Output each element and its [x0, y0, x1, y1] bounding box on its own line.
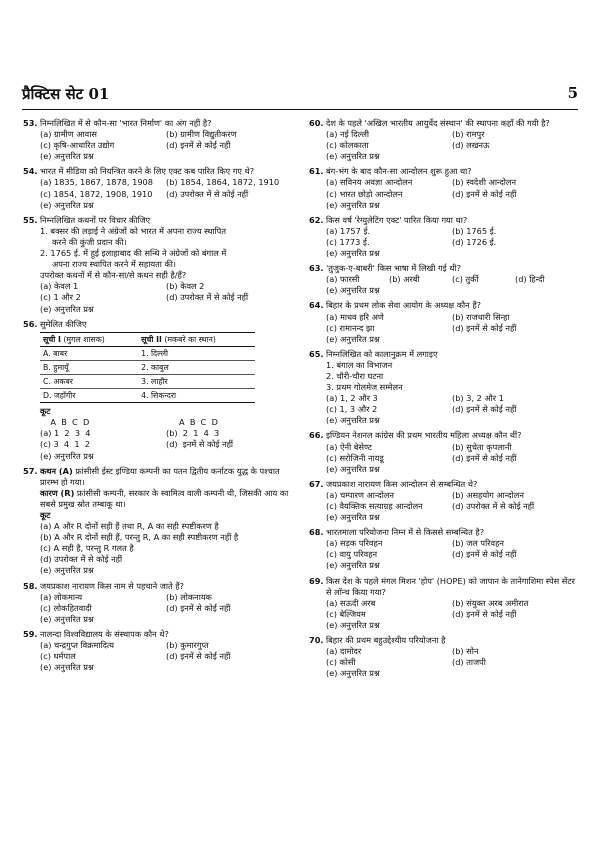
- option-e: (e) अनुत्तरित प्रश्न: [326, 199, 380, 210]
- page-title: प्रैक्टिस सेट 01: [22, 85, 110, 103]
- option-d: (d) लखनऊ: [452, 140, 490, 151]
- question-69: [308, 576, 578, 631]
- table-row: C. अकबर 3. लाहौर: [40, 374, 255, 388]
- option-a: (a) केवल 1: [40, 281, 79, 292]
- question-text: भारत में मीडिया को नियन्त्रित करने के लिए एक्ट कब पारित किए गए थे?: [40, 166, 255, 177]
- list-1-header: सूची I (मुगल शासक): [40, 332, 138, 346]
- question-number: 58.: [23, 580, 38, 591]
- option-c: (c) कोलकाता: [326, 140, 369, 151]
- option-c: (c) तुर्की: [452, 274, 479, 285]
- option-e: (e) अनुत्तरित प्रश्न: [326, 512, 380, 523]
- reason-label: कारण (R): [40, 487, 75, 498]
- option-b: (b) ग्रामीण विद्युतीकरण: [166, 129, 237, 140]
- option-d: (d) उपरोक्त में से कोई नहीं: [40, 554, 123, 565]
- option-a: (a) A और R दोनों सही हैं तथा R, A का सही स्पष्टीकरण है: [40, 521, 219, 532]
- option-e: (e) अनुत्तरित प्रश्न: [326, 463, 380, 474]
- option-c: (c) वायु परिवहन: [326, 549, 378, 560]
- assertion-label: कथन (A): [40, 465, 73, 476]
- option-a: (a) 1757 ई.: [326, 225, 371, 236]
- question-61: [308, 166, 578, 210]
- question-text: नालन्दा विश्वविद्यालय के संस्थापक कौन थे?: [40, 628, 169, 639]
- list-2-header: सूची II (मकबरे का स्थान): [138, 332, 255, 346]
- option-d: (d) उपरोक्त में से कोई नहीं: [452, 501, 535, 511]
- left-column: [22, 118, 292, 677]
- question-number: 63.: [309, 263, 324, 274]
- option-a: (a) दामोदर: [326, 646, 362, 657]
- option-d: (d) इनमें से कोई नहीं: [452, 549, 517, 560]
- option-c: (c) 1854, 1872, 1908, 1910: [40, 188, 153, 199]
- option-e: (e) अनुत्तरित प्रश्न: [40, 151, 94, 162]
- option-a: (a) ऐनी बेसेण्ट: [326, 441, 372, 452]
- table-row: D. जहाँगीर 4. सिकन्दरा: [40, 389, 255, 403]
- page-header: [22, 84, 578, 108]
- option-d: (d) इनमें से कोई नहीं: [166, 651, 231, 662]
- option-e: (e) अनुत्तरित प्रश्न: [40, 565, 94, 576]
- option-c: (c) 1773 ई.: [326, 236, 370, 247]
- question-64: [308, 300, 578, 344]
- option-d: (d) इनमें से कोई नहीं: [166, 602, 231, 613]
- option-d: (d) ताजपी: [452, 657, 486, 668]
- option-a: (a) फारसी: [326, 274, 360, 285]
- option-c: (c) लोकहितवादी: [40, 602, 92, 613]
- question-text: निम्नलिखित को कालानुक्रम में लगाइए: [326, 348, 438, 359]
- code-heading: कूट: [40, 510, 51, 520]
- table-row: A. बाबर 1. दिल्ली: [40, 346, 255, 360]
- option-c: (c) 1 और 2: [40, 292, 81, 303]
- option-d: (d) इनमें से कोई नहीं: [166, 140, 231, 151]
- option-e: (e) अनुत्तरित प्रश्न: [40, 303, 94, 314]
- option-c: (c) 3 4 1 2: [40, 439, 90, 450]
- question-55: [22, 215, 292, 315]
- option-b: (b) रामपुर: [452, 129, 485, 140]
- option-e: (e) अनुत्तरित प्रश्न: [326, 415, 380, 426]
- question-66: [308, 430, 578, 474]
- question-number: 54.: [23, 166, 38, 177]
- question-54: [22, 166, 292, 210]
- option-e: (e) अनुत्तरित प्रश्न: [326, 248, 380, 259]
- option-e: (e) अनुत्तरित प्रश्न: [40, 450, 94, 461]
- option-d: (d) उपरोक्त में से कोई नहीं: [166, 188, 249, 199]
- question-number: 61.: [309, 166, 324, 177]
- option-b: (b) 3, 2 और 1: [452, 393, 504, 404]
- option-d: (d) हिन्दी: [515, 274, 545, 285]
- option-d: (d) 1726 ई.: [452, 236, 497, 247]
- option-b: (b) असहयोग आन्दोलन: [452, 489, 524, 500]
- option-e: (e) अनुत्तरित प्रश्न: [326, 619, 380, 630]
- question-57: [22, 466, 292, 577]
- question-58: [22, 581, 292, 625]
- option-d: (d) इनमें से कोई नहीं: [166, 439, 234, 450]
- question-text: भारतमाला परियोजना निम्न में से किससे सम्बन्धित है?: [326, 527, 485, 538]
- option-b: (b) लोकनायक: [166, 591, 212, 602]
- question-53: [22, 118, 292, 162]
- option-b: (b) संयुक्त अरब अमीरात: [452, 597, 529, 608]
- question-60: [308, 118, 578, 162]
- option-c: (c) कोसी: [326, 657, 356, 668]
- option-d: (d) इनमें से कोई नहीं: [452, 608, 517, 619]
- option-a: (a) माधव हरि अणे: [326, 311, 384, 322]
- code-header-left: A B C D: [40, 417, 90, 428]
- question-ask: उपरोक्त कथनों में से कौन-सा/से कथन सही है/हैं?: [40, 270, 187, 281]
- option-d: (d) इनमें से कोई नहीं: [452, 322, 517, 333]
- question-65: [308, 349, 578, 427]
- question-number: 65.: [309, 348, 324, 359]
- question-number: 70.: [309, 635, 324, 646]
- option-a: (a) ग्रामीण आवास: [40, 129, 97, 140]
- code-heading: कूट: [40, 406, 51, 417]
- question-number: 62.: [309, 214, 324, 225]
- option-b: (b) 1854, 1864, 1872, 1910: [166, 177, 280, 188]
- option-a: (a) सविनय अवज्ञा आन्दोलन: [326, 177, 413, 188]
- question-text: बंग-भंग के बाद कौन-सा आन्दोलन शुरू हुआ था?: [326, 166, 472, 177]
- option-b: (b) स्वदेशी आन्दोलन: [452, 177, 517, 188]
- question-number: 53.: [23, 118, 38, 128]
- question-text: किस वर्ष 'रेग्युलेटिंग एक्ट' पारित किया गया था?: [326, 214, 468, 225]
- question-number: 66.: [309, 430, 324, 441]
- question-text: बिहार के प्रथम लोक सेवा आयोग के अध्यक्ष कौन हैं?: [326, 300, 482, 311]
- option-e: (e) अनुत्तरित प्रश्न: [40, 662, 94, 673]
- question-text: जयप्रकाश नारायण किस आन्दोलन से सम्बन्धित थे?: [326, 478, 478, 489]
- option-b: (b) 2 1 4 3: [166, 428, 220, 439]
- reason-text: फ्रांसीसी कम्पनी, सरकार के स्वामित्व वाली कम्पनी थी, जिसकी आय का सबसे प्रमुख स्रोत तम्बाकू था।: [40, 487, 289, 509]
- option-e: (e) अनुत्तरित प्रश्न: [40, 613, 94, 624]
- option-b: (b) अरबी: [389, 274, 420, 285]
- statement-1-cont: करने की कुंजी प्रदान की।: [52, 236, 127, 247]
- question-number: 55.: [23, 214, 38, 225]
- statement-1: 1. बक्सर की लड़ाई ने अंग्रेजों को भारत में अपना राज्य स्थापित: [40, 225, 226, 236]
- list-item: 2. चौरी-चौरा घटना: [326, 370, 384, 381]
- option-c: (c) भारत छोड़ो आन्दोलन: [326, 188, 403, 199]
- option-e: (e) अनुत्तरित प्रश्न: [326, 668, 380, 679]
- question-text: 'तुजुक-ए-बाबरी' किस भाषा में लिखी गई थी?: [326, 263, 461, 274]
- question-text: जयप्रकाश नारायण किस नाम से पहचाने जाते हैं?: [40, 580, 184, 591]
- option-a: (a) लोकमान्य: [40, 591, 83, 602]
- question-text: निम्नलिखित में से कौन-सा 'भारत निर्माण' का अंग नहीं है?: [40, 118, 212, 128]
- statement-2-cont: अपना राज्य स्थापित करने में सहायता की।: [52, 259, 177, 270]
- option-a: (a) 1, 2 और 3: [326, 393, 378, 404]
- option-a: (a) 1 2 3 4: [40, 428, 91, 439]
- option-b: (b) केवल 2: [166, 281, 205, 292]
- option-b: (b) A और R दोनों सही हैं, परन्तु R, A का सही स्पष्टीकरण नहीं है: [40, 532, 239, 543]
- question-68: [308, 527, 578, 571]
- question-70: [308, 635, 578, 679]
- statement-2: 2. 1765 ई. में हुई इलाहाबाद की सन्धि ने अंग्रेजों को बंगाल में: [40, 248, 227, 259]
- right-column: [308, 118, 578, 683]
- option-e: (e) अनुत्तरित प्रश्न: [326, 151, 380, 162]
- option-c: (c) रामानन्द झा: [326, 322, 375, 333]
- question-number: 57.: [23, 465, 38, 476]
- question-number: 69.: [309, 575, 324, 586]
- question-text: सुमेलित कीजिए: [40, 318, 87, 329]
- question-59: [22, 629, 292, 673]
- option-a: (a) नई दिल्ली: [326, 129, 370, 140]
- option-c: (c) कृषि-आधारित उद्योग: [40, 140, 115, 151]
- option-b: (b) 1765 ई.: [452, 225, 497, 236]
- question-text: देश के पहले 'अखिल भारतीय आयुर्वेद संस्थान' की स्थापना कहाँ की गयी है?: [326, 118, 550, 128]
- page-number: 5: [567, 84, 578, 102]
- option-a: (a) चन्द्रगुप्त विक्रमादित्य: [40, 640, 115, 651]
- option-e: (e) अनुत्तरित प्रश्न: [326, 285, 380, 296]
- option-b: (b) सुचेता कृपलानी: [452, 441, 512, 452]
- option-e: (e) अनुत्तरित प्रश्न: [40, 199, 94, 210]
- option-c: (c) 1, 3 और 2: [326, 404, 378, 415]
- question-number: 64.: [309, 300, 324, 311]
- question-number: 60.: [309, 118, 324, 128]
- question-56: [22, 319, 292, 462]
- option-e: (e) अनुत्तरित प्रश्न: [326, 560, 380, 571]
- option-d: (d) उपरोक्त में से कोई नहीं: [166, 292, 249, 303]
- list-item: 1. बंगाल का विभाजन: [326, 359, 393, 370]
- option-c: (c) बेल्जियम: [326, 608, 366, 619]
- option-c: (c) धर्मपाल: [40, 651, 76, 662]
- question-text: बिहार की प्रथम बहुउद्देश्यीय परियोजना है: [326, 635, 446, 646]
- option-d: (d) इनमें से कोई नहीं: [452, 188, 517, 199]
- option-a: (a) चम्पारण आन्दोलन: [326, 489, 394, 500]
- option-b: (b) सोन: [452, 646, 479, 657]
- question-number: 68.: [309, 527, 324, 538]
- option-c: (c) सरोजिनी नायडू: [326, 452, 384, 463]
- question-number: 59.: [23, 628, 38, 639]
- option-a: (a) सऊदी अरब: [326, 597, 376, 608]
- header-rule: [22, 109, 578, 110]
- option-e: (e) अनुत्तरित प्रश्न: [326, 333, 380, 344]
- option-c: (c) वैयक्तिक सत्याग्रह आन्दोलन: [326, 501, 423, 511]
- list-item: 3. प्रथम गोलमेज सम्मेलन: [326, 382, 403, 393]
- question-62: [308, 215, 578, 259]
- match-table: [40, 332, 255, 403]
- option-a: (a) सड़क परिवहन: [326, 538, 383, 549]
- question-number: 56.: [23, 318, 38, 329]
- option-b: (b) राजधारी सिन्हा: [452, 311, 510, 322]
- question-text: निम्नलिखित कथनों पर विचार कीजिए: [40, 214, 151, 225]
- option-b: (b) कुमारगुप्त: [166, 640, 209, 651]
- question-67: [308, 479, 578, 523]
- code-header-right: A B C D: [166, 417, 218, 428]
- option-d: (d) इनमें से कोई नहीं: [452, 452, 517, 463]
- table-row: B. हुमायूँ 2. काबुल: [40, 360, 255, 374]
- option-c: (c) A सही है, परन्तु R गलत है: [40, 543, 134, 554]
- option-d: (d) इनमें से कोई नहीं: [452, 404, 517, 415]
- option-a: (a) 1835, 1867, 1878, 1908: [40, 177, 153, 188]
- assertion-text: फ्रांसीसी ईस्ट इण्डिया कम्पनी का पतन द्वितीय कर्नाटक युद्ध के पश्चात प्रारम्भ हो गया।: [40, 465, 280, 487]
- question-text: इण्डियन नेशनल कांग्रेस की प्रथम भारतीय महिला अध्यक्ष कौन थीं?: [326, 430, 522, 441]
- question-text: किस देश के पहले मंगल मिशन 'होप' (HOPE) को जापान के तानेगाशिमा स्पेस सेंटर से लॉन्च किया गया?: [326, 575, 575, 597]
- question-63: [308, 263, 578, 296]
- code-grid: [22, 417, 292, 450]
- option-b: (b) जल परिवहन: [452, 538, 504, 549]
- question-number: 67.: [309, 478, 324, 489]
